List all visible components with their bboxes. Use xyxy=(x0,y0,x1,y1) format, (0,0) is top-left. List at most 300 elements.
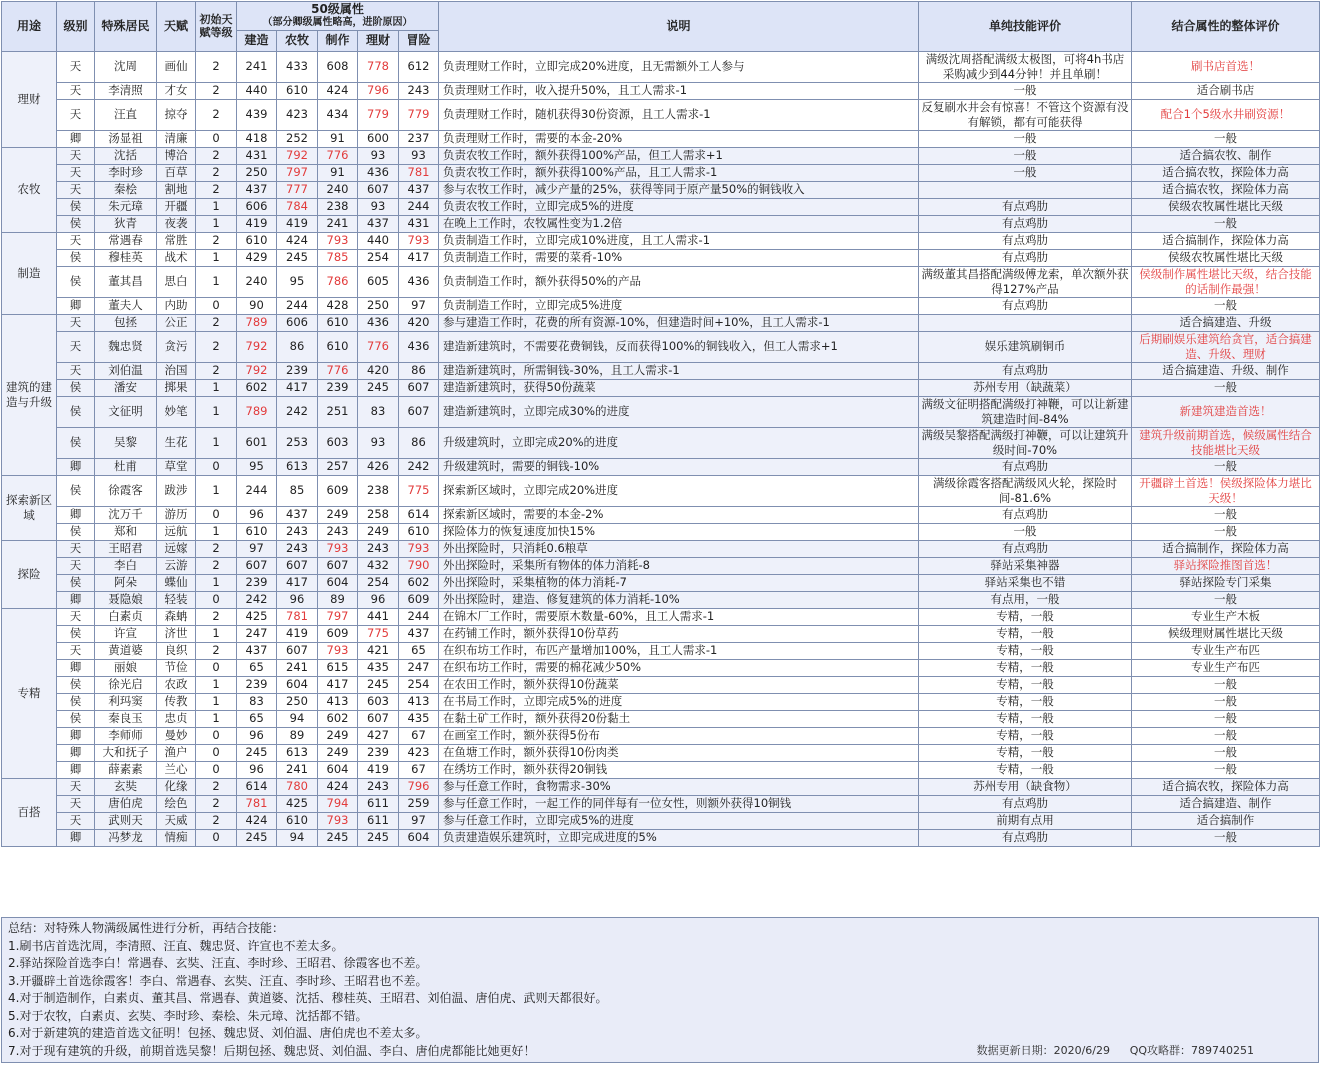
attr-f-cell: 792 xyxy=(277,147,318,164)
grade-cell: 天 xyxy=(57,778,95,795)
init-level-cell: 1 xyxy=(196,523,237,540)
attr-b-cell: 241 xyxy=(237,51,277,82)
attr-c-cell: 779 xyxy=(358,99,399,130)
attr-e-cell: 781 xyxy=(399,164,439,181)
grade-cell: 天 xyxy=(57,362,95,379)
talent-cell: 百草 xyxy=(157,164,196,181)
resident-name: 李清照 xyxy=(95,82,157,99)
attr-b-cell: 240 xyxy=(237,266,277,297)
table-row xyxy=(2,215,1320,232)
init-level-cell: 1 xyxy=(196,198,237,215)
table-row xyxy=(2,506,1320,523)
init-level-cell: 2 xyxy=(196,181,237,198)
resident-name: 沈万千 xyxy=(95,506,157,523)
attr-f-cell: 243 xyxy=(277,540,318,557)
attr-b-cell: 65 xyxy=(237,659,277,676)
attr-f-cell: 243 xyxy=(277,523,318,540)
attr-c-cell: 93 xyxy=(358,147,399,164)
init-level-cell: 0 xyxy=(196,591,237,608)
table-row xyxy=(2,51,1320,82)
attr-m-cell: 243 xyxy=(318,523,358,540)
table-row xyxy=(2,147,1320,164)
attr-b-cell: 418 xyxy=(237,130,277,147)
overall-eval-cell: 适合搞建造、制作 xyxy=(1132,795,1320,812)
desc-cell: 负责农牧工作时，立即完成5%的进度 xyxy=(439,198,919,215)
table-row xyxy=(2,778,1320,795)
overall-eval-cell: 适合搞制作 xyxy=(1132,812,1320,829)
attr-b-cell: 602 xyxy=(237,379,277,396)
talent-cell: 良织 xyxy=(157,642,196,659)
attr-b-cell: 606 xyxy=(237,198,277,215)
skill-eval-cell: 专精，一般 xyxy=(919,727,1132,744)
init-level-cell: 2 xyxy=(196,51,237,82)
grade-cell: 侯 xyxy=(57,676,95,693)
attr-b-cell: 781 xyxy=(237,795,277,812)
grade-cell: 天 xyxy=(57,540,95,557)
attr-c-cell: 243 xyxy=(358,778,399,795)
table-row xyxy=(2,676,1320,693)
talent-cell: 夜袭 xyxy=(157,215,196,232)
attr-f-cell: 89 xyxy=(277,727,318,744)
overall-eval-cell: 适合搞制作，探险体力高 xyxy=(1132,540,1320,557)
table-row xyxy=(2,659,1320,676)
attr-m-cell: 257 xyxy=(318,458,358,475)
table-row xyxy=(2,379,1320,396)
overall-eval-cell: 适合搞建造、升级 xyxy=(1132,314,1320,331)
desc-cell: 在鱼塘工作时，额外获得10份肉类 xyxy=(439,744,919,761)
attr-b-cell: 792 xyxy=(237,362,277,379)
resident-name: 白素贞 xyxy=(95,608,157,625)
overall-eval-cell: 专业生产布匹 xyxy=(1132,642,1320,659)
attr-c-cell: 93 xyxy=(358,427,399,458)
summary-panel xyxy=(1,917,1319,1063)
skill-eval-cell: 有点鸡肋 xyxy=(919,795,1132,812)
table-row xyxy=(2,693,1320,710)
table-row xyxy=(2,642,1320,659)
resident-name: 穆桂英 xyxy=(95,249,157,266)
resident-name: 徐光启 xyxy=(95,676,157,693)
table-row xyxy=(2,130,1320,147)
resident-name: 阿朵 xyxy=(95,574,157,591)
attr-b-cell: 419 xyxy=(237,215,277,232)
init-level-cell: 1 xyxy=(196,215,237,232)
attr-e-cell: 244 xyxy=(399,198,439,215)
overall-eval-cell: 建筑升级前期首选，候级属性结合技能堪比天级 xyxy=(1132,427,1320,458)
resident-name: 唐伯虎 xyxy=(95,795,157,812)
desc-cell: 在锦木厂工作时，需要原木数量-60%，且工人需求-1 xyxy=(439,608,919,625)
attr-b-cell: 239 xyxy=(237,574,277,591)
grade-cell: 卿 xyxy=(57,130,95,147)
table-row xyxy=(2,249,1320,266)
init-level-cell: 0 xyxy=(196,727,237,744)
attr-e-cell: 420 xyxy=(399,314,439,331)
grade-cell: 侯 xyxy=(57,523,95,540)
table-row xyxy=(2,458,1320,475)
overall-eval-cell: 适合搞农牧、制作 xyxy=(1132,147,1320,164)
desc-cell: 建造新建筑时，所需铜钱-30%，且工人需求-1 xyxy=(439,362,919,379)
attr-b-cell: 239 xyxy=(237,676,277,693)
skill-eval-cell: 娱乐建筑刷铜币 xyxy=(919,331,1132,362)
resident-name: 黄道婆 xyxy=(95,642,157,659)
init-level-cell: 2 xyxy=(196,642,237,659)
col-resident: 特殊居民 xyxy=(95,2,157,52)
attr-b-cell: 610 xyxy=(237,523,277,540)
talent-cell: 妙笔 xyxy=(157,396,196,427)
attr-b-cell: 424 xyxy=(237,812,277,829)
col-attr-group xyxy=(237,2,439,31)
attr-f-cell: 424 xyxy=(277,232,318,249)
attr-c-cell: 605 xyxy=(358,266,399,297)
attr-b-cell: 607 xyxy=(237,557,277,574)
init-level-cell: 1 xyxy=(196,710,237,727)
summary-line: 5.对于农牧，白素贞、玄奘、李时珍、秦桧、朱元璋、沈括都不错。 xyxy=(8,1008,368,1023)
resident-name: 李白 xyxy=(95,557,157,574)
overall-eval-cell: 新建筑建造首选！ xyxy=(1132,396,1320,427)
desc-cell: 建造新建筑时，不需要花费铜钱，反而获得100%的铜钱收入，但工人需求+1 xyxy=(439,331,919,362)
grade-cell: 侯 xyxy=(57,215,95,232)
init-level-cell: 0 xyxy=(196,130,237,147)
desc-cell: 在绣坊工作时，额外获得20铜钱 xyxy=(439,761,919,778)
attr-c-cell: 250 xyxy=(358,297,399,314)
attr-m-cell: 249 xyxy=(318,727,358,744)
grade-cell: 侯 xyxy=(57,396,95,427)
attr-c-cell: 435 xyxy=(358,659,399,676)
purpose-cell: 专精 xyxy=(2,608,57,778)
talent-cell: 治国 xyxy=(157,362,196,379)
attr-f-cell: 423 xyxy=(277,99,318,130)
grade-cell: 卿 xyxy=(57,297,95,314)
desc-cell: 升级建筑时，需要的铜钱-10% xyxy=(439,458,919,475)
attr-e-cell: 793 xyxy=(399,232,439,249)
attr-b-cell: 65 xyxy=(237,710,277,727)
grade-cell: 卿 xyxy=(57,761,95,778)
overall-eval-cell: 适合搞农牧，探险体力高 xyxy=(1132,164,1320,181)
resident-table xyxy=(1,1,1320,847)
table-row xyxy=(2,297,1320,314)
attr-c-cell: 83 xyxy=(358,396,399,427)
skill-eval-cell xyxy=(919,314,1132,331)
attr-m-cell: 245 xyxy=(318,829,358,846)
attr-m-cell: 91 xyxy=(318,164,358,181)
desc-cell: 负责农牧工作时，额外获得100%产品，但工人需求+1 xyxy=(439,147,919,164)
attr-c-cell: 776 xyxy=(358,331,399,362)
resident-name: 董其昌 xyxy=(95,266,157,297)
attr-note: （部分卿级属性略高，进阶原因） xyxy=(262,17,413,28)
desc-cell: 负责理财工作时，需要的本金-20% xyxy=(439,130,919,147)
desc-cell: 参与任意工作时，立即完成5%的进度 xyxy=(439,812,919,829)
table-row xyxy=(2,314,1320,331)
attr-m-cell: 609 xyxy=(318,475,358,506)
col-build: 建造 xyxy=(237,30,277,51)
attr-b-cell: 245 xyxy=(237,744,277,761)
grade-cell: 天 xyxy=(57,99,95,130)
attr-b-cell: 440 xyxy=(237,82,277,99)
overall-eval-cell: 刷书店首选！ xyxy=(1132,51,1320,82)
talent-cell: 常胜 xyxy=(157,232,196,249)
attr-b-cell: 250 xyxy=(237,164,277,181)
attr-f-cell: 433 xyxy=(277,51,318,82)
attr-b-cell: 245 xyxy=(237,829,277,846)
talent-cell: 才女 xyxy=(157,82,196,99)
table-row xyxy=(2,795,1320,812)
attr-c-cell: 243 xyxy=(358,540,399,557)
skill-eval-cell: 驿站采集神器 xyxy=(919,557,1132,574)
attr-f-cell: 419 xyxy=(277,625,318,642)
desc-cell: 负责建造娱乐建筑时，立即完成进度的5% xyxy=(439,829,919,846)
init-level-cell: 1 xyxy=(196,266,237,297)
attr-f-cell: 780 xyxy=(277,778,318,795)
attr-e-cell: 259 xyxy=(399,795,439,812)
talent-cell: 贪污 xyxy=(157,331,196,362)
init-level-cell: 1 xyxy=(196,693,237,710)
grade-cell: 天 xyxy=(57,314,95,331)
attr-e-cell: 242 xyxy=(399,458,439,475)
init-level-cell: 2 xyxy=(196,795,237,812)
attr-m-cell: 794 xyxy=(318,795,358,812)
desc-cell: 负责制造工作时，立即完成10%进度，且工人需求-1 xyxy=(439,232,919,249)
attr-f-cell: 96 xyxy=(277,591,318,608)
attr-f-cell: 86 xyxy=(277,331,318,362)
grade-cell: 卿 xyxy=(57,829,95,846)
init-level-cell: 2 xyxy=(196,164,237,181)
skill-eval-cell: 一般 xyxy=(919,147,1132,164)
overall-eval-cell: 候级理财属性堪比天级 xyxy=(1132,625,1320,642)
skill-eval-cell: 专精，一般 xyxy=(919,608,1132,625)
init-level-cell: 0 xyxy=(196,829,237,846)
resident-name: 秦桧 xyxy=(95,181,157,198)
grade-cell: 卿 xyxy=(57,744,95,761)
attr-e-cell: 610 xyxy=(399,523,439,540)
grade-cell: 天 xyxy=(57,232,95,249)
attr-m-cell: 609 xyxy=(318,625,358,642)
attr-f-cell: 613 xyxy=(277,744,318,761)
purpose-cell: 农牧 xyxy=(2,147,57,232)
table-row xyxy=(2,744,1320,761)
attr-m-cell: 434 xyxy=(318,99,358,130)
attr-e-cell: 86 xyxy=(399,427,439,458)
resident-name: 徐霞客 xyxy=(95,475,157,506)
resident-name: 魏忠贤 xyxy=(95,331,157,362)
attr-f-cell: 241 xyxy=(277,761,318,778)
update-date: 数据更新日期：2020/6/29 xyxy=(976,1044,1110,1057)
attr-m-cell: 776 xyxy=(318,362,358,379)
summary-line: 1.刷书店首选沈周，李清照、汪直、魏忠贤、许宣也不差太多。 xyxy=(8,938,344,953)
attr-c-cell: 775 xyxy=(358,625,399,642)
talent-cell: 云游 xyxy=(157,557,196,574)
grade-cell: 天 xyxy=(57,147,95,164)
attr-f-cell: 417 xyxy=(277,574,318,591)
overall-eval-cell: 一般 xyxy=(1132,676,1320,693)
table-row xyxy=(2,574,1320,591)
desc-cell: 负责制造工作时，需要的菜肴-10% xyxy=(439,249,919,266)
attr-m-cell: 91 xyxy=(318,130,358,147)
attr-m-cell: 776 xyxy=(318,147,358,164)
skill-eval-cell: 一般 xyxy=(919,82,1132,99)
skill-eval-cell: 一般 xyxy=(919,130,1132,147)
attr-c-cell: 419 xyxy=(358,761,399,778)
col-finance: 理财 xyxy=(358,30,399,51)
desc-cell: 参与任意工作时，一起工作的同伴每有一位女性，则额外获得10铜钱 xyxy=(439,795,919,812)
skill-eval-cell: 专精，一般 xyxy=(919,744,1132,761)
desc-cell: 在织布坊工作时，需要的棉花减少50% xyxy=(439,659,919,676)
skill-eval-cell: 有点鸡肋 xyxy=(919,232,1132,249)
attr-b-cell: 429 xyxy=(237,249,277,266)
col-talent: 天赋 xyxy=(157,2,196,52)
desc-cell: 在黏土矿工作时，额外获得20份黏土 xyxy=(439,710,919,727)
table-row xyxy=(2,99,1320,130)
attr-e-cell: 67 xyxy=(399,727,439,744)
talent-cell: 节俭 xyxy=(157,659,196,676)
attr-e-cell: 435 xyxy=(399,710,439,727)
grade-cell: 天 xyxy=(57,181,95,198)
col-skill-eval: 单纯技能评价 xyxy=(919,2,1132,52)
attr-b-cell: 83 xyxy=(237,693,277,710)
attr-b-cell: 96 xyxy=(237,761,277,778)
skill-eval-cell: 专精，一般 xyxy=(919,761,1132,778)
purpose-cell: 探索新区域 xyxy=(2,475,57,540)
table-row xyxy=(2,727,1320,744)
attr-e-cell: 237 xyxy=(399,130,439,147)
table-row xyxy=(2,591,1320,608)
resident-name: 大和抚子 xyxy=(95,744,157,761)
skill-eval-cell: 苏州专用（缺食物） xyxy=(919,778,1132,795)
attr-m-cell: 604 xyxy=(318,761,358,778)
grade-cell: 侯 xyxy=(57,693,95,710)
resident-name: 许宣 xyxy=(95,625,157,642)
attr-m-cell: 793 xyxy=(318,812,358,829)
grade-cell: 天 xyxy=(57,557,95,574)
init-level-cell: 2 xyxy=(196,608,237,625)
attr-b-cell: 425 xyxy=(237,608,277,625)
overall-eval-cell: 侯级制作属性堪比天级，结合技能的话制作最强！ xyxy=(1132,266,1320,297)
desc-cell: 参与建造工作时，花费的所有资源-10%，但建造时间+10%，且工人需求-1 xyxy=(439,314,919,331)
attr-e-cell: 604 xyxy=(399,829,439,846)
skill-eval-cell: 满级徐霞客搭配满级风火轮，探险时间-81.6% xyxy=(919,475,1132,506)
attr-m-cell: 240 xyxy=(318,181,358,198)
init-level-cell: 2 xyxy=(196,232,237,249)
table-row xyxy=(2,812,1320,829)
resident-name: 秦良玉 xyxy=(95,710,157,727)
overall-eval-cell: 一般 xyxy=(1132,591,1320,608)
overall-eval-cell: 专业生产布匹 xyxy=(1132,659,1320,676)
talent-cell: 博洽 xyxy=(157,147,196,164)
attr-f-cell: 797 xyxy=(277,164,318,181)
attr-m-cell: 249 xyxy=(318,506,358,523)
grade-cell: 天 xyxy=(57,608,95,625)
skill-eval-cell: 满级吴黎搭配满级打神鞭，可以让建筑升级时间-70% xyxy=(919,427,1132,458)
overall-eval-cell: 适合搞农牧，探险体力高 xyxy=(1132,181,1320,198)
init-level-cell: 1 xyxy=(196,396,237,427)
overall-eval-cell: 一般 xyxy=(1132,130,1320,147)
overall-eval-cell: 一般 xyxy=(1132,727,1320,744)
summary-line: 6.对于新建筑的建造首选文征明！包拯、魏忠贤、刘伯温、唐伯虎也不差太多。 xyxy=(8,1026,428,1040)
attr-m-cell: 424 xyxy=(318,82,358,99)
resident-name: 汪直 xyxy=(95,99,157,130)
col-level: 级别 xyxy=(57,2,95,52)
attr-f-cell: 607 xyxy=(277,642,318,659)
attr-c-cell: 238 xyxy=(358,475,399,506)
desc-cell: 在织布坊工作时，布匹产量增加100%，且工人需求-1 xyxy=(439,642,919,659)
attr-e-cell: 247 xyxy=(399,659,439,676)
attr-e-cell: 65 xyxy=(399,642,439,659)
attr-e-cell: 97 xyxy=(399,812,439,829)
attr-f-cell: 607 xyxy=(277,557,318,574)
attr-m-cell: 793 xyxy=(318,232,358,249)
init-level-cell: 2 xyxy=(196,557,237,574)
table-row xyxy=(2,710,1320,727)
skill-eval-cell: 有点鸡肋 xyxy=(919,506,1132,523)
attr-e-cell: 602 xyxy=(399,574,439,591)
table-row xyxy=(2,82,1320,99)
table-row xyxy=(2,164,1320,181)
skill-eval-cell: 满级沈周搭配满级太极图，可将4h书店采购减少到44分钟！并且单刷！ xyxy=(919,51,1132,82)
desc-cell: 负责制造工作时，立即完成5%进度 xyxy=(439,297,919,314)
attr-e-cell: 437 xyxy=(399,625,439,642)
attr-e-cell: 790 xyxy=(399,557,439,574)
init-level-cell: 1 xyxy=(196,379,237,396)
overall-eval-cell: 专业生产木板 xyxy=(1132,608,1320,625)
purpose-cell: 制造 xyxy=(2,232,57,314)
attr-c-cell: 440 xyxy=(358,232,399,249)
attr-b-cell: 614 xyxy=(237,778,277,795)
grade-cell: 侯 xyxy=(57,266,95,297)
desc-cell: 探索新区域时，立即完成20%进度 xyxy=(439,475,919,506)
attr-b-cell: 439 xyxy=(237,99,277,130)
table-row xyxy=(2,362,1320,379)
init-level-cell: 2 xyxy=(196,778,237,795)
purpose-cell: 理财 xyxy=(2,51,57,147)
resident-name: 薛素素 xyxy=(95,761,157,778)
attr-c-cell: 607 xyxy=(358,181,399,198)
talent-cell: 曼妙 xyxy=(157,727,196,744)
talent-cell: 清廉 xyxy=(157,130,196,147)
talent-cell: 掷果 xyxy=(157,379,196,396)
grade-cell: 卿 xyxy=(57,659,95,676)
attr-c-cell: 254 xyxy=(358,249,399,266)
desc-cell: 在画室工作时，额外获得5份布 xyxy=(439,727,919,744)
skill-eval-cell: 满级文征明搭配满级打神鞭，可以让新建筑建造时间-84% xyxy=(919,396,1132,427)
table-row xyxy=(2,396,1320,427)
init-level-cell: 2 xyxy=(196,99,237,130)
grade-cell: 侯 xyxy=(57,625,95,642)
attr-f-cell: 242 xyxy=(277,396,318,427)
resident-name: 聂隐娘 xyxy=(95,591,157,608)
talent-cell: 远航 xyxy=(157,523,196,540)
skill-eval-cell: 有点鸡肋 xyxy=(919,362,1132,379)
overall-eval-cell: 一般 xyxy=(1132,710,1320,727)
attr-c-cell: 427 xyxy=(358,727,399,744)
resident-name: 刘伯温 xyxy=(95,362,157,379)
attr-f-cell: 610 xyxy=(277,812,318,829)
overall-eval-cell: 后期刷娱乐建筑给贪官，适合搞建造、升级、理财 xyxy=(1132,331,1320,362)
attr-b-cell: 601 xyxy=(237,427,277,458)
talent-cell: 跋涉 xyxy=(157,475,196,506)
grade-cell: 卿 xyxy=(57,591,95,608)
grade-cell: 侯 xyxy=(57,249,95,266)
table-row xyxy=(2,523,1320,540)
qq-group: QQ攻略群：789740251 xyxy=(1129,1044,1254,1057)
attr-f-cell: 94 xyxy=(277,829,318,846)
resident-name: 文征明 xyxy=(95,396,157,427)
desc-cell: 升级建筑时，立即完成20%的进度 xyxy=(439,427,919,458)
overall-eval-cell: 一般 xyxy=(1132,297,1320,314)
resident-name: 杜甫 xyxy=(95,458,157,475)
grade-cell: 天 xyxy=(57,795,95,812)
attr-e-cell: 244 xyxy=(399,608,439,625)
init-level-cell: 1 xyxy=(196,625,237,642)
attr-m-cell: 793 xyxy=(318,540,358,557)
resident-name: 王昭君 xyxy=(95,540,157,557)
